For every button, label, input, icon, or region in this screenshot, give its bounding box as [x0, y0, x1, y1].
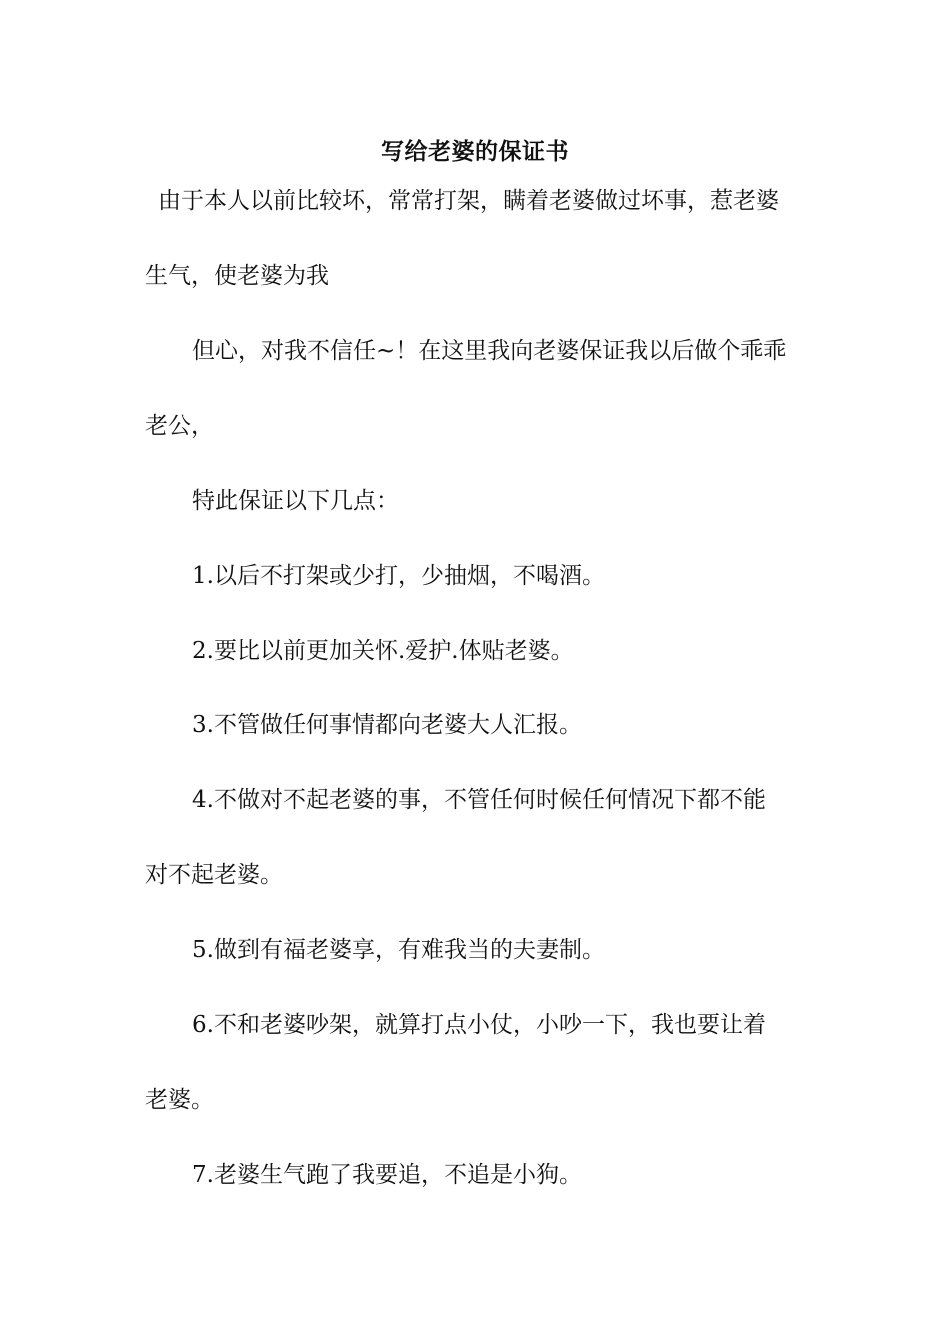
list-item-7: 7.老婆生气跑了我要追，不追是小狗。 — [192, 1162, 582, 1188]
list-item-6: 6.不和老婆吵架，就算打点小仗，小吵一下，我也要让着 — [192, 1012, 766, 1038]
list-item-3: 3.不管做任何事情都向老婆大人汇报。 — [192, 712, 582, 738]
list-item-1: 1.以后不打架或少打，少抽烟，不喝酒。 — [192, 563, 605, 589]
list-item-4-continued: 对不起老婆。 — [145, 862, 283, 888]
list-item-6-continued: 老婆。 — [145, 1087, 214, 1113]
paragraph-line-5: 特此保证以下几点： — [192, 488, 399, 514]
paragraph-line-3: 但心，对我不信任~！在这里我向老婆保证我以后做个乖乖 — [192, 338, 787, 364]
list-item-5: 5.做到有福老婆享，有难我当的夫妻制。 — [192, 937, 605, 963]
list-item-4: 4.不做对不起老婆的事，不管任何时候任何情况下都不能 — [192, 787, 766, 813]
document-title: 写给老婆的保证书 — [381, 138, 569, 165]
paragraph-line-4: 老公， — [145, 413, 214, 439]
paragraph-line-2: 生气，使老婆为我 — [145, 263, 329, 289]
list-item-2: 2.要比以前更加关怀.爱护.体贴老婆。 — [192, 638, 574, 664]
paragraph-line-1: 由于本人以前比较坏，常常打架，瞒着老婆做过坏事，惹老婆 — [158, 188, 779, 214]
